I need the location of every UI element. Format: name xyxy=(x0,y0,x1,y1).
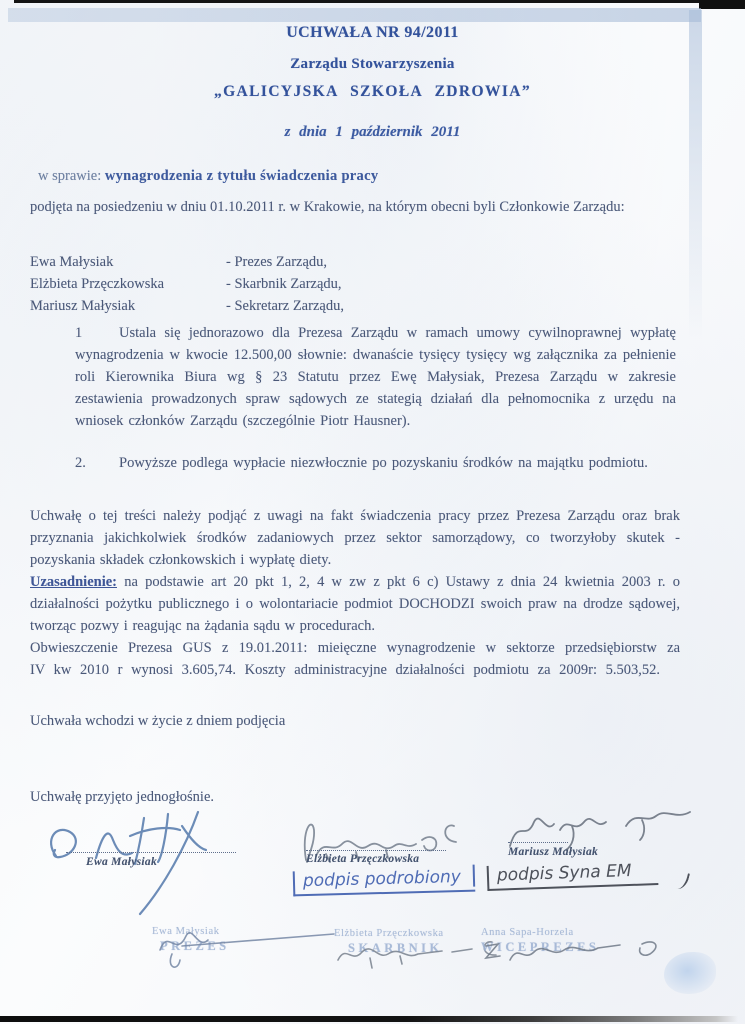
scan-artifact-top-band xyxy=(8,8,701,22)
organization-name: „GALICYJSKA SZKOŁA ZDROWIA” xyxy=(213,83,532,100)
signature-ewa-malysiak xyxy=(40,798,290,916)
subject-label: w sprawie: xyxy=(38,168,102,184)
member-name: Elżbieta Przęczkowska xyxy=(30,276,165,292)
closing-paren-mark xyxy=(674,871,690,891)
member-name: Ewa Małysiak xyxy=(30,254,114,270)
rationale-text: Uchwałę o tej treści należy podjąć z uwagi na fakt świadczenia pracy przez Prezesa Zarządu oraz brak przyznania jakichkolwiek środków zadaniowych przez sektor samorządowy, co tworzyłoby skutek - pozyskania składek członkowskich i wypłatę diety. xyxy=(30,508,680,568)
member-role: - Skarbnik Zarządu, xyxy=(226,276,342,292)
signature-dotted-line xyxy=(66,852,236,853)
clause-1-number: 1 xyxy=(75,325,83,341)
member-role: - Sekretarz Zarządu, xyxy=(226,298,344,314)
document-date: z dnia 1 październik 2011 xyxy=(284,124,461,140)
annotation-forged-signature xyxy=(293,867,475,897)
member-row xyxy=(30,295,650,317)
clause-2-number: 2. xyxy=(75,455,86,471)
gus-notice-paragraph: Obwieszczenie Prezesa GUS z 19.01.2011: mieięczne wynagrodzenie w sektorze przedsiębiorstw za IV kw 2010 r wynosi 3.605,74. Koszty administracyjne działalności podmiotu za 2009r: 5.503,52. xyxy=(30,640,680,678)
stamp-role: SKARBNIK xyxy=(348,941,443,955)
member-role: - Prezes Zarządu, xyxy=(226,254,328,270)
scan-artifact-top-line xyxy=(14,0,745,3)
stamp-wiceprezes xyxy=(481,927,599,955)
stamp-name: Ewa Małysiak xyxy=(152,926,220,937)
preamble-paragraph: podjęta na posiedzeniu w dniu 01.10.2011 r. w Krakowie, na którym obecni byli Członkowie Zarządu: xyxy=(30,199,625,215)
rationale-block xyxy=(30,505,680,637)
justification-label: Uzasadnienie: xyxy=(30,574,117,590)
clause-2-text: Powyższe podlega wypłacie niezwłocznie po pozyskaniu środków na majątku podmiotu. xyxy=(119,455,648,471)
board-members-list xyxy=(30,251,650,317)
annotation-text: podpis Syna EM xyxy=(496,860,632,886)
signatory-name: Ewa Małysiak xyxy=(86,856,158,868)
document-issuer: Zarządu Stowarzyszenia xyxy=(290,56,455,72)
justification-text: na podstawie art 20 pkt 1, 2, 4 w zw z pkt 6 c) Ustawy z dnia 24 kwietnia 2003 r. o działalności pożytku publicznego i o wolontariacie podmiot DOCHODZI swoich praw na drodze sądowej, tworząc pozwy i reagując na żądania sądu w procedurach. xyxy=(30,574,680,634)
signatory-name: Mariusz Małysiak xyxy=(508,846,599,858)
bracket-mark xyxy=(472,865,475,887)
stamp-skarbnik xyxy=(334,928,444,956)
member-row xyxy=(30,251,650,273)
signature-dotted-line xyxy=(306,850,446,851)
unanimous-adoption-line: Uchwałę przyjęto jednogłośnie. xyxy=(30,789,215,805)
stamp-name: Elżbieta Przęczkowska xyxy=(334,928,444,939)
clause-1 xyxy=(75,322,676,432)
stamp-name: Anna Sapa-Horzela xyxy=(481,927,574,938)
scan-artifact-top-corner xyxy=(699,0,745,9)
subject-text: wynagrodzenia z tytułu świadczenia pracy xyxy=(104,168,379,184)
stamp-role: PREZES xyxy=(160,939,230,953)
signature-dotted-line xyxy=(508,842,568,843)
clause-2 xyxy=(75,452,676,474)
stamp-prezes xyxy=(152,926,230,954)
signatory-name: Elżbieta Przęczkowska xyxy=(306,853,420,865)
scan-artifact-ink-blob xyxy=(664,952,716,994)
annotation-son-signature xyxy=(487,860,658,891)
annotation-text: podpis podrobiony xyxy=(302,866,462,892)
effective-date-line: Uchwała wchodzi w życie z dniem podjęcia xyxy=(30,713,286,729)
subject-line xyxy=(38,165,378,187)
clause-1-text: Ustala się jednorazowo dla Prezesa Zarządu w ramach umowy cywilnoprawnej wypłatę wynagrodzenia w kwocie 12.500,00 słownie: dwanaście tysięcy tysięcy wg załącznika za pełnienie roli Kierownika Biura wg § 23 Statutu przez Ewę Małysiak, Prezesa Zarządu w zakresie zestawienia prowadzonych spraw sądowych ze stategią działań dla pełnomocnika z urzędu na wniosek członków Zarządu (szczególnie Piotr Hausner). xyxy=(75,325,676,429)
member-name: Mariusz Małysiak xyxy=(30,298,136,314)
document-title: UCHWAŁA NR 94/2011 xyxy=(286,24,459,41)
scan-artifact-bottom-bar xyxy=(0,1016,738,1022)
stamp-role: WICEPREZES xyxy=(481,940,600,954)
member-row xyxy=(30,273,650,295)
